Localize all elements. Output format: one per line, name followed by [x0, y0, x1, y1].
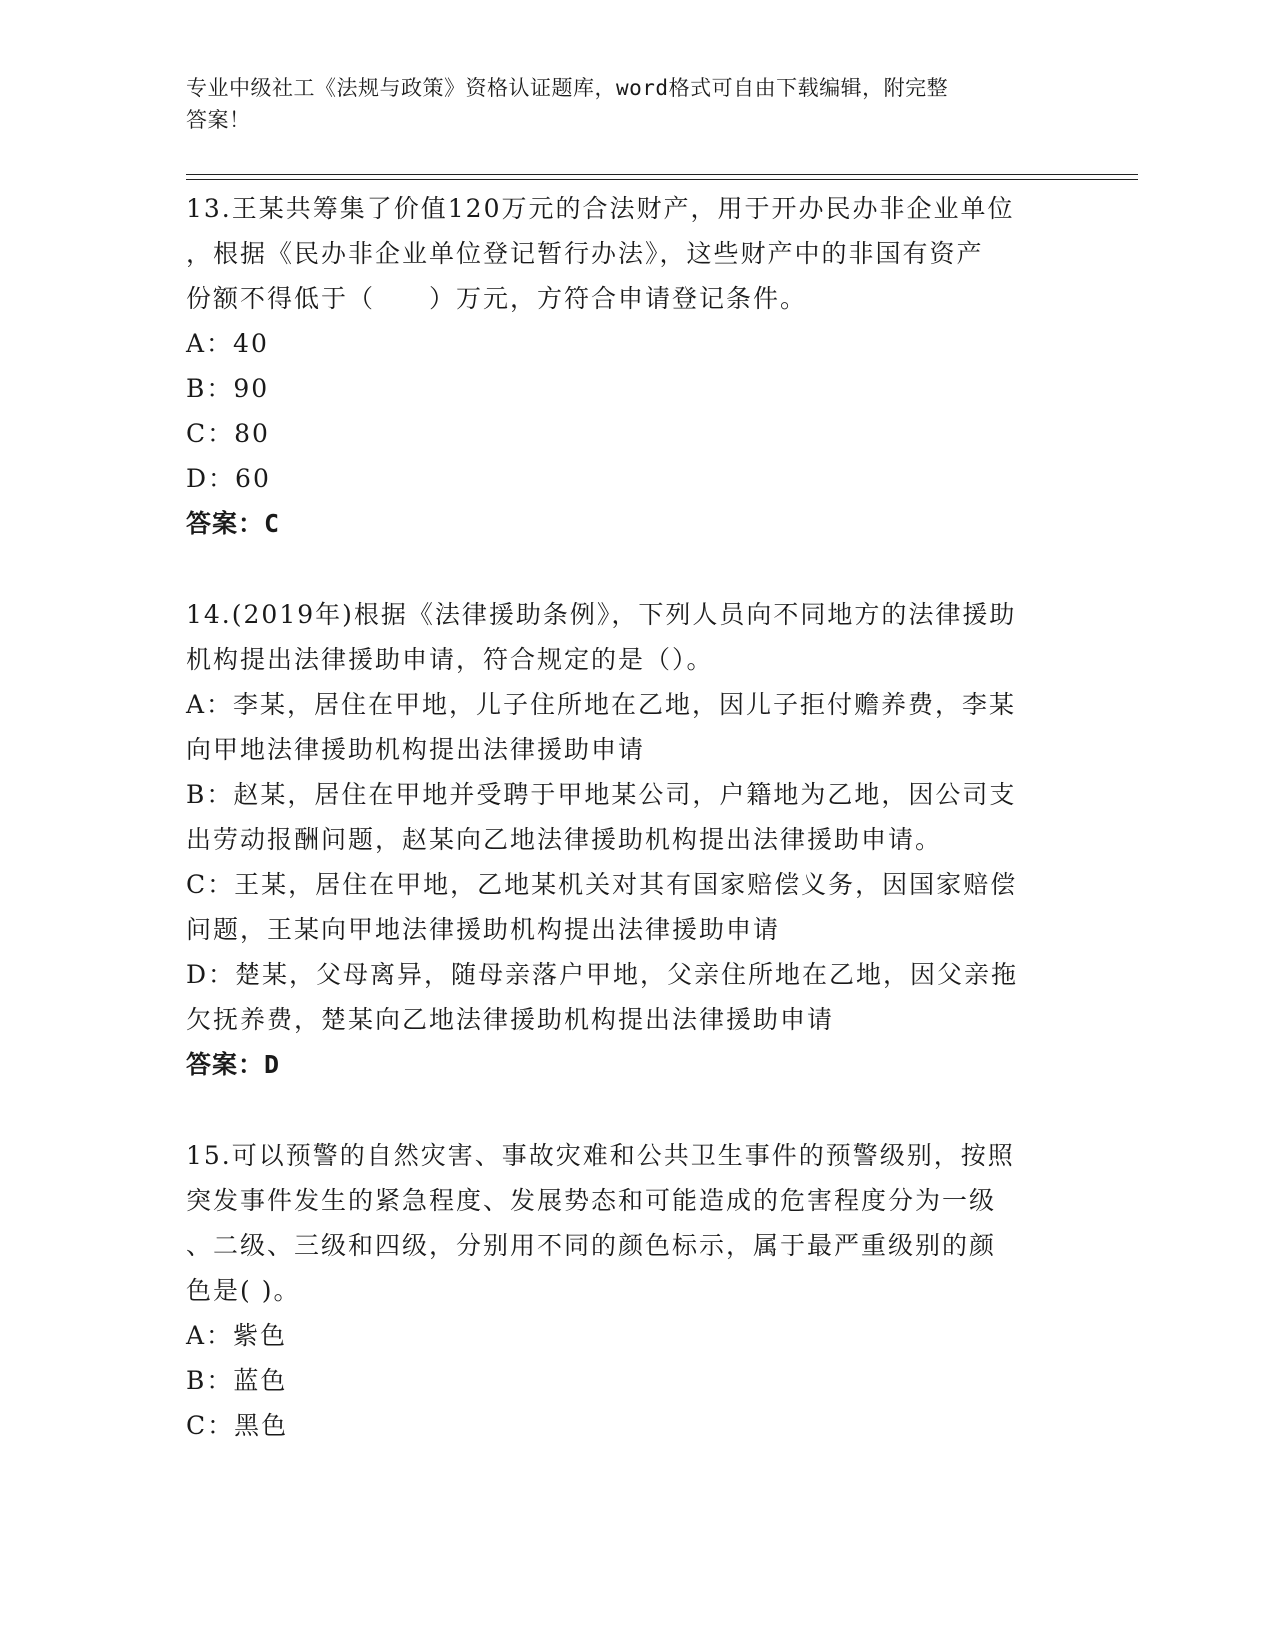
- question-15-option-a: A：紫色: [186, 1321, 288, 1350]
- question-14-option-b-line-1: B：赵某，居住在甲地并受聘于甲地某公司，户籍地为乙地，因公司支: [186, 780, 1017, 809]
- question-13-option-c: C：80: [186, 419, 270, 448]
- question-14-answer: 答案：D: [186, 1050, 281, 1079]
- question-14-stem-line-2: 机构提出法律援助申请，符合规定的是（）。: [186, 645, 714, 674]
- question-14-option-c-line-2: 问题，王某向甲地法律援助机构提出法律援助申请: [186, 915, 781, 944]
- question-13-option-d: D：60: [186, 464, 271, 493]
- question-14-stem-line-1: 14.(2019年)根据《法律援助条例》，下列人员向不同地方的法律援助: [186, 600, 1017, 629]
- header-double-rule: [186, 174, 1138, 180]
- question-13-option-a: A：40: [186, 329, 269, 358]
- question-13-stem-line-3: 份额不得低于（ ）万元，方符合申请登记条件。: [186, 284, 808, 313]
- question-14-option-d-line-1: D：楚某，父母离异，随母亲落户甲地，父亲住所地在乙地，因父亲拖: [186, 960, 1019, 989]
- header-line-1: 专业中级社工《法规与政策》资格认证题库，word格式可自由下载编辑，附完整: [186, 76, 949, 100]
- question-14-option-b-line-2: 出劳动报酬问题，赵某向乙地法律援助机构提出法律援助申请。: [186, 825, 943, 854]
- question-13-stem-line-1: 13.王某共筹集了价值120万元的合法财产，用于开办民办非企业单位: [186, 194, 1015, 223]
- document-header: [186, 72, 1066, 136]
- question-13-option-b: B：90: [186, 374, 270, 403]
- question-15: [186, 1133, 1086, 1448]
- question-13-stem-line-2: ，根据《民办非企业单位登记暂行办法》，这些财产中的非国有资产: [186, 239, 984, 268]
- question-14-option-a-line-1: A：李某，居住在甲地，儿子住所地在乙地，因儿子拒付赡养费，李某: [186, 690, 1017, 719]
- question-14-option-d-line-2: 欠抚养费，楚某向乙地法律援助机构提出法律援助申请: [186, 1005, 835, 1034]
- header-line-2: 答案！: [186, 108, 251, 132]
- question-15-option-b: B：蓝色: [186, 1366, 288, 1395]
- question-15-option-c: C：黑色: [186, 1411, 289, 1440]
- question-15-stem-line-2: 突发事件发生的紧急程度、发展势态和可能造成的危害程度分为一级: [186, 1186, 997, 1215]
- question-13: [186, 186, 1086, 546]
- question-14: [186, 592, 1086, 1087]
- question-list: [186, 186, 1086, 1494]
- question-15-stem-line-1: 15.可以预警的自然灾害、事故灾难和公共卫生事件的预警级别，按照: [186, 1141, 1015, 1170]
- question-15-stem-line-3: 、二级、三级和四级，分别用不同的颜色标示，属于最严重级别的颜: [186, 1231, 997, 1260]
- question-14-option-c-line-1: C：王某，居住在甲地，乙地某机关对其有国家赔偿义务，因国家赔偿: [186, 870, 1018, 899]
- question-14-option-a-line-2: 向甲地法律援助机构提出法律援助申请: [186, 735, 646, 764]
- question-13-answer: 答案：C: [186, 509, 281, 538]
- question-15-stem-line-4: 色是( )。: [186, 1276, 301, 1305]
